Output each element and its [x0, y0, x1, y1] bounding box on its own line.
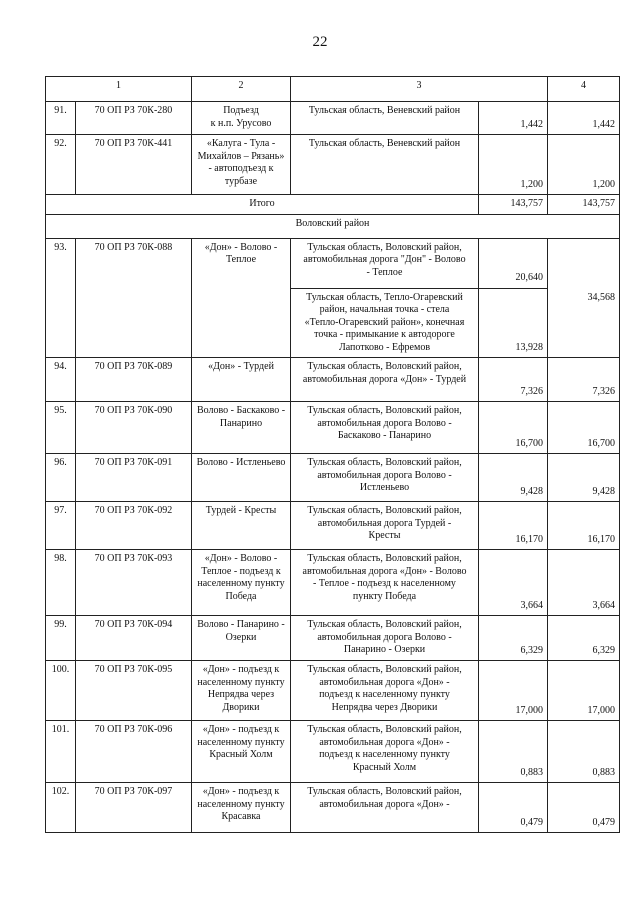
table-row: [46, 238, 620, 288]
road-code: 70 ОП РЗ 70К-090: [76, 402, 192, 454]
road-length: 3,664: [479, 550, 548, 616]
road-length: 20,640: [479, 238, 548, 288]
row-number: 97.: [46, 502, 76, 550]
total-label: Итого: [46, 195, 479, 215]
table-row: [46, 502, 620, 550]
road-length: 0,883: [479, 721, 548, 783]
road-total: 0,883: [548, 721, 620, 783]
road-length: 9,428: [479, 454, 548, 502]
road-code: 70 ОП РЗ 70К-088: [76, 238, 192, 358]
row-number: 91.: [46, 102, 76, 135]
row-number: 96.: [46, 454, 76, 502]
header-col-3: 3: [291, 77, 548, 102]
table-header-row: [46, 77, 620, 102]
road-total: 16,170: [548, 502, 620, 550]
header-col-1: 1: [46, 77, 192, 102]
road-code: 70 ОП РЗ 70К-095: [76, 661, 192, 721]
road-code: 70 ОП РЗ 70К-092: [76, 502, 192, 550]
road-length: 17,000: [479, 661, 548, 721]
table-row: [46, 550, 620, 616]
road-total: 1,200: [548, 135, 620, 195]
road-length: 6,329: [479, 616, 548, 661]
road-name: «Дон» - подъезд к населенному пункту Красавка: [192, 783, 291, 833]
road-total: 17,000: [548, 661, 620, 721]
road-length: 1,442: [479, 102, 548, 135]
road-name: Волово - Панарино - Озерки: [192, 616, 291, 661]
road-total: 3,664: [548, 550, 620, 616]
road-total: 6,329: [548, 616, 620, 661]
road-name: «Дон» - Турдей: [192, 358, 291, 402]
road-location: Тульская область, Воловский район, автомобильная дорога «Дон» - подъезд к населенному пункту Красный Холм: [291, 721, 479, 783]
road-location: Тульская область, Воловский район, автомобильная дорога «Дон» - Турдей: [291, 358, 479, 402]
table-row: [46, 721, 620, 783]
road-length: 1,200: [479, 135, 548, 195]
row-number: 101.: [46, 721, 76, 783]
row-number: 98.: [46, 550, 76, 616]
row-number: 102.: [46, 783, 76, 833]
road-location: Тульская область, Воловский район, автомобильная дорога "Дон" - Волово - Теплое: [291, 238, 479, 288]
road-location: Тульская область, Воловский район, автомобильная дорога Волово - Панарино - Озерки: [291, 616, 479, 661]
table-row: [46, 102, 620, 135]
table-row: [46, 454, 620, 502]
road-location: Тульская область, Воловский район, автомобильная дорога Волово - Баскаково - Панарино: [291, 402, 479, 454]
road-total: 0,479: [548, 783, 620, 833]
table-row: [46, 661, 620, 721]
road-total: 9,428: [548, 454, 620, 502]
road-location: Тульская область, Воловский район, автомобильная дорога «Дон» - подъезд к населенному пункту Непрядва через Дворики: [291, 661, 479, 721]
roads-table: [45, 76, 620, 833]
total-sum: 143,757: [548, 195, 620, 215]
road-location: Тульская область, Воловский район, автомобильная дорога Волово - Истленьево: [291, 454, 479, 502]
table-row: [46, 783, 620, 833]
road-location: Тульская область, Веневский район: [291, 135, 479, 195]
total-row: [46, 195, 620, 215]
road-name: «Дон» - подъезд к населенному пункту Непрядва через Дворики: [192, 661, 291, 721]
row-number: 99.: [46, 616, 76, 661]
header-col-2: 2: [192, 77, 291, 102]
road-length: 7,326: [479, 358, 548, 402]
table-row: [46, 616, 620, 661]
row-number: 100.: [46, 661, 76, 721]
road-location: Тульская область, Воловский район, автомобильная дорога «Дон» -: [291, 783, 479, 833]
header-col-4: 4: [548, 77, 620, 102]
section-title: Воловский район: [46, 214, 620, 238]
road-name: Подъезд к н.п. Урусово: [192, 102, 291, 135]
road-length: 13,928: [479, 288, 548, 358]
page-number: 22: [312, 34, 328, 50]
road-total: 7,326: [548, 358, 620, 402]
road-total: 1,442: [548, 102, 620, 135]
road-name: Волово - Баскаково - Панарино: [192, 402, 291, 454]
row-number: 94.: [46, 358, 76, 402]
total-length: 143,757: [479, 195, 548, 215]
road-code: 70 ОП РЗ 70К-093: [76, 550, 192, 616]
road-name: «Дон» - Волово - Теплое - подъезд к населенному пункту Победа: [192, 550, 291, 616]
row-number: 95.: [46, 402, 76, 454]
road-location: Тульская область, Веневский район: [291, 102, 479, 135]
road-name: «Дон» - Волово - Теплое: [192, 238, 291, 358]
road-code: 70 ОП РЗ 70К-094: [76, 616, 192, 661]
row-number: 92.: [46, 135, 76, 195]
road-code: 70 ОП РЗ 70К-280: [76, 102, 192, 135]
section-row: [46, 214, 620, 238]
road-length: 16,170: [479, 502, 548, 550]
road-code: 70 ОП РЗ 70К-089: [76, 358, 192, 402]
road-name: «Дон» - подъезд к населенному пункту Красный Холм: [192, 721, 291, 783]
road-location: Тульская область, Воловский район, автомобильная дорога «Дон» - Волово - Теплое - подъезд к населенному пункту Победа: [291, 550, 479, 616]
table-row: [46, 402, 620, 454]
road-length: 0,479: [479, 783, 548, 833]
road-code: 70 ОП РЗ 70К-091: [76, 454, 192, 502]
road-name: «Калуга - Тула - Михайлов – Рязань» - автоподъезд к турбазе: [192, 135, 291, 195]
road-code: 70 ОП РЗ 70К-096: [76, 721, 192, 783]
road-total: 16,700: [548, 402, 620, 454]
road-location: Тульская область, Тепло-Огаревский район, начальная точка - стела «Тепло-Огаревский район», конечная точка - примыкание к автодороге Лапотково - Ефремов: [291, 288, 479, 358]
road-code: 70 ОП РЗ 70К-441: [76, 135, 192, 195]
road-location: Тульская область, Воловский район, автомобильная дорога Турдей - Кресты: [291, 502, 479, 550]
road-length: 16,700: [479, 402, 548, 454]
table-row: [46, 358, 620, 402]
road-code: 70 ОП РЗ 70К-097: [76, 783, 192, 833]
road-name: Волово - Истленьево: [192, 454, 291, 502]
road-name: Турдей - Кресты: [192, 502, 291, 550]
table-row: [46, 135, 620, 195]
row-number: 93.: [46, 238, 76, 358]
road-total: 34,568: [548, 238, 620, 358]
